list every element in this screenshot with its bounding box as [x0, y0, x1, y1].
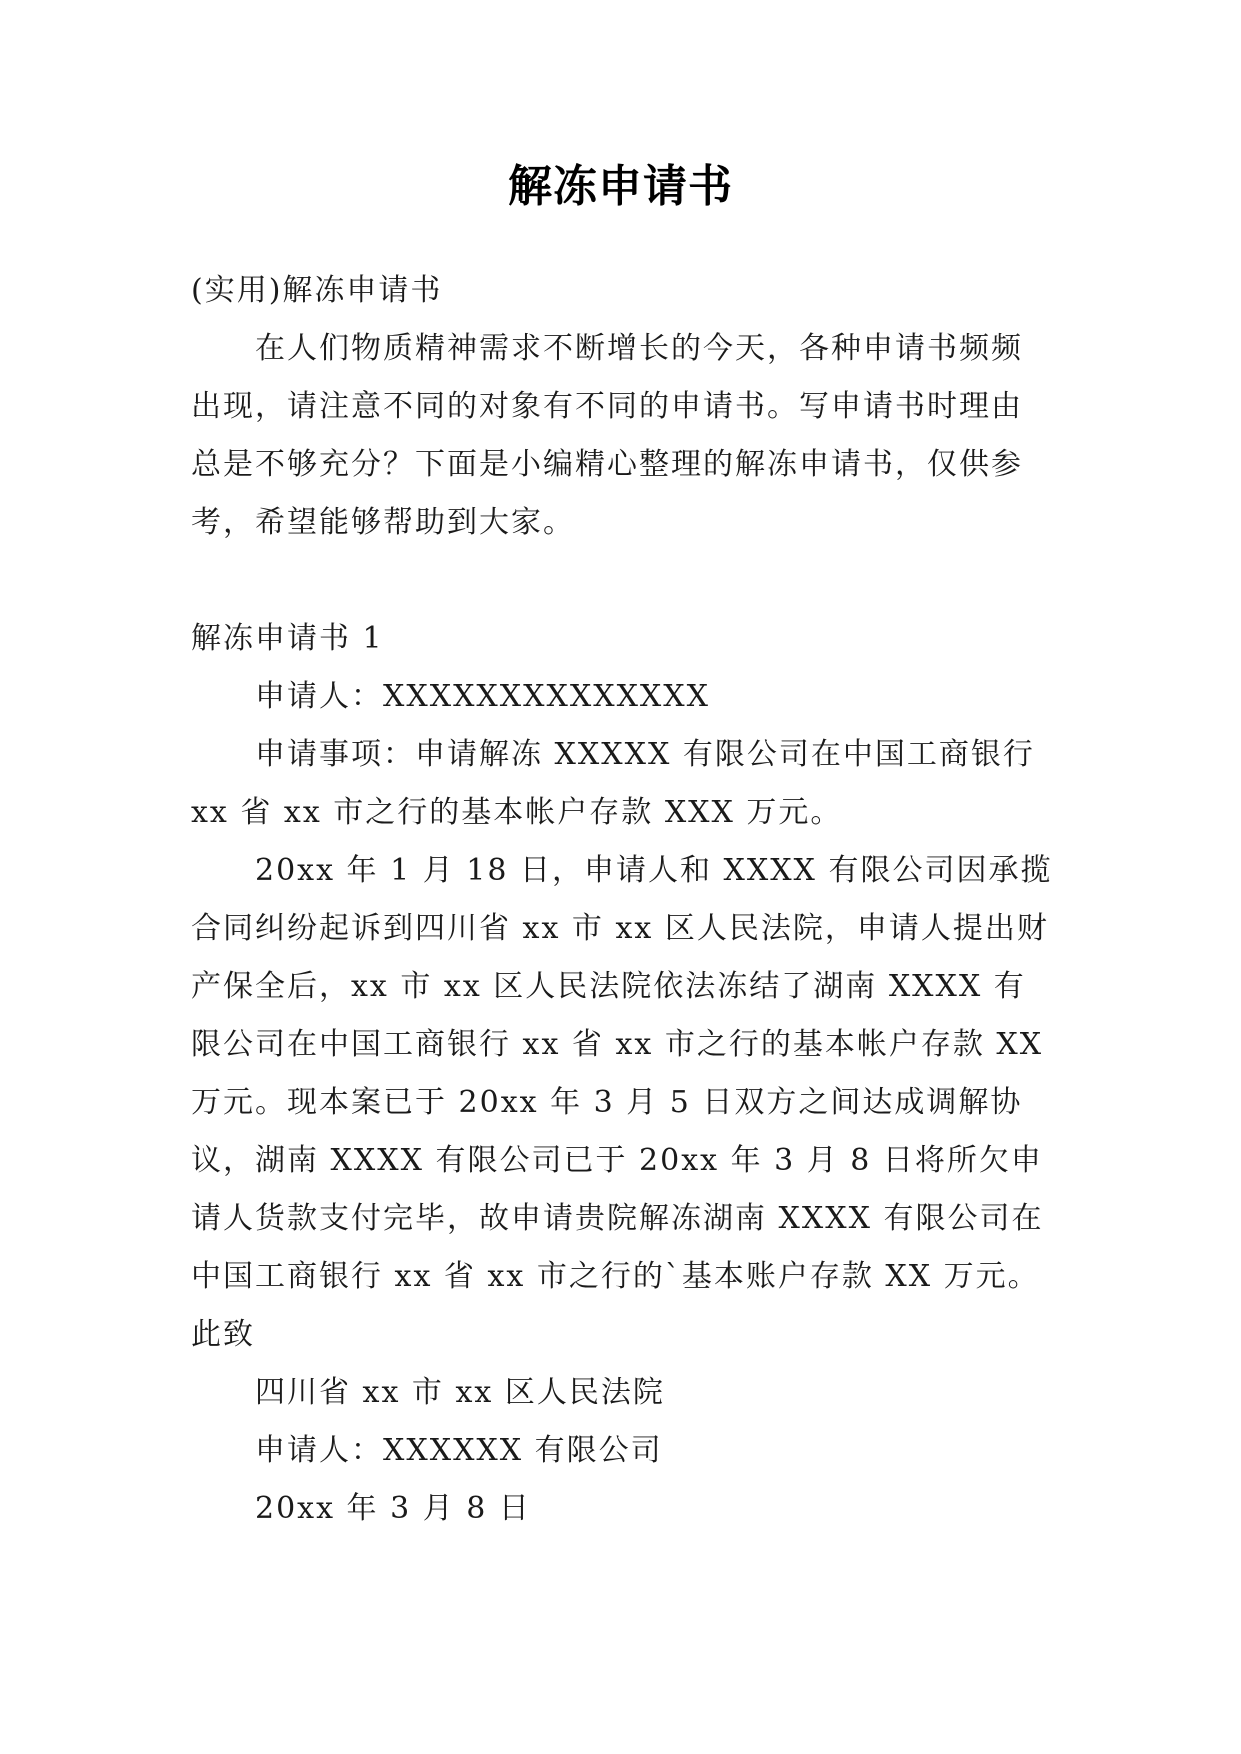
document-subtitle: (实用)解冻申请书: [191, 273, 443, 308]
signature-line: 申请人：XXXXXX 有限公司: [255, 1433, 663, 1468]
salutation: 此致: [191, 1317, 255, 1352]
court-name: 四川省 xx 市 xx 区人民法院: [255, 1375, 665, 1410]
intro-paragraph: 在人们物质精神需求不断增长的今天，各种申请书频频出现，请注意不同的对象有不同的申请书。写申请书时理由总是不够充分？下面是小编精心整理的解冻申请书，仅供参考，希望能够帮助到大家。: [191, 331, 1023, 540]
spacer: [191, 552, 1053, 610]
matter-line: 申请事项：申请解冻 XXXXX 有限公司在中国工商银行 xx 省 xx 市之行的基本帐户存款 XXX 万元。: [191, 737, 1035, 830]
main-paragraph: 20xx 年 1 月 18 日，申请人和 XXXX 有限公司因承揽合同纠纷起诉到四川省 xx 市 xx 区人民法院，申请人提出财产保全后，xx 市 xx 区人民法院依法冻结了湖南 XXXX 有限公司在中国工商银行 xx 省 xx 市之行的基本帐户存款 XX 万元。现本案已于 20xx 年 3 月 5 日双方之间达成调解协议，湖南 XXXX 有限公司已于 20xx 年 3 月 8 日将所欠申请人货款支付完毕，故申请贵院解冻湖南 XXXX 有限公司在中国工商银行 xx 省 xx 市之行的`基本账户存款 XX 万元。: [191, 853, 1053, 1294]
section-heading: 解冻申请书 1: [191, 621, 384, 656]
document-body: [191, 262, 1053, 1538]
date-line: 20xx 年 3 月 8 日: [255, 1491, 531, 1526]
applicant-line: 申请人：XXXXXXXXXXXXXX: [255, 679, 711, 714]
document-title: 解冻申请书: [508, 161, 733, 212]
